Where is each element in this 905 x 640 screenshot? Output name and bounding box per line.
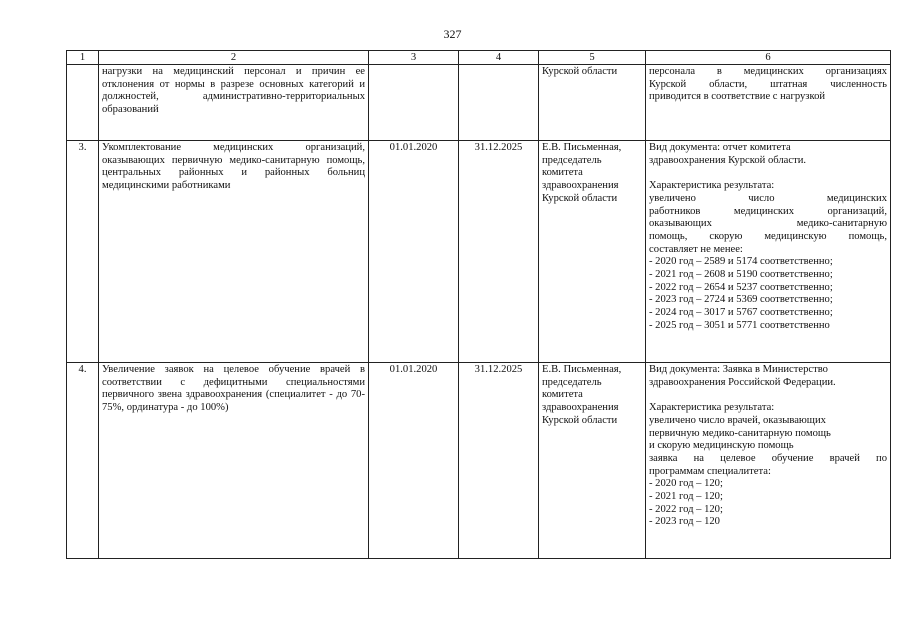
column-header: 6 [646,51,891,65]
result-line: оказывающих медико-санитарную [649,218,887,230]
column-header: 3 [369,51,459,65]
result-line: Вид документа: Заявка в Министерство [649,364,828,375]
result-line: помощь, скорую медицинскую помощь, [649,230,887,242]
end-date [459,65,539,141]
result-line: здравоохранения Российской Федерации. [649,376,836,388]
table-row [67,141,891,363]
responsible-person [539,141,646,363]
end-date: 31.12.2025 [459,141,539,363]
responsible-line: председатель [542,376,602,388]
result-line: - 2020 год – 2589 и 5174 соответственно; [649,256,833,268]
start-date [369,65,459,141]
start-date: 01.01.2020 [369,141,459,363]
start-date: 01.01.2020 [369,363,459,559]
row-number: 4. [67,363,99,559]
responsible-line: Курской области [542,66,618,77]
result-line: - 2024 год – 3017 и 5767 соответственно; [649,307,833,319]
end-date: 31.12.2025 [459,363,539,559]
responsible-line: комитета [542,389,583,401]
result-line: работников медицинских организаций, [649,205,887,217]
result-line: увеличено число врачей, оказывающих [649,414,826,426]
responsible-person [539,363,646,559]
responsible-line: Е.В. Письменная, [542,364,622,375]
result-line: первичную медико-санитарную помощь [649,427,831,439]
column-header: 5 [539,51,646,65]
row-number [67,65,99,141]
responsible-line: комитета [542,167,583,179]
expected-result [646,141,891,363]
column-header: 1 [67,51,99,65]
result-gap [649,167,887,180]
responsible-person [539,65,646,141]
expected-result [646,65,891,141]
table-header-row [67,51,891,65]
column-header: 2 [99,51,369,65]
row-number: 3. [67,141,99,363]
plan-table [66,50,891,559]
result-line: - 2025 год – 3051 и 5771 соответственно [649,319,830,331]
result-line: программам специалитета: [649,465,771,477]
responsible-line: Курской области [542,192,618,204]
responsible-line: здравоохранения [542,402,619,414]
page-number: 327 [443,27,462,41]
result-line: здравоохранения Курской области. [649,154,807,166]
responsible-line: председатель [542,154,602,166]
result-line: - 2020 год – 120; [649,478,723,490]
result-line: - 2022 год – 2654 и 5237 соответственно; [649,281,833,293]
responsible-line: Е.В. Письменная, [542,142,622,153]
result-line: заявка на целевое обучение врачей по [649,452,887,464]
result-gap [649,389,887,402]
result-line: составляет не менее: [649,243,743,255]
expected-result [646,363,891,559]
result-line: Курской области, штатная численность [649,78,887,90]
result-line: и скорую медицинскую помощь [649,440,794,452]
responsible-line: здравоохранения [542,180,619,192]
result-line: - 2023 год – 2724 и 5369 соответственно; [649,294,833,306]
result-line: - 2021 год – 120; [649,491,723,503]
task-description: Укомплектование медицинских организаций, оказывающих первичную медико-санитарную помощь, центральных районных и районных больниц медицинскими работниками [99,141,369,363]
result-line: персонала в медицинских организациях [649,66,887,77]
result-line: приводится в соответствие с нагрузкой [649,91,826,103]
result-line: Характеристика результата: [649,402,775,414]
table-row [67,363,891,559]
result-line: Вид документа: отчет комитета [649,142,791,153]
result-line: - 2023 год – 120 [649,516,720,528]
result-line: - 2021 год – 2608 и 5190 соответственно; [649,269,833,281]
result-line: увеличено число медицинских [649,192,887,204]
column-header: 4 [459,51,539,65]
task-description: нагрузки на медицинский персонал и причин ее отклонения от нормы в разрезе основных категорий и должностей, административно-территориальных образований [99,65,369,141]
result-line: Характеристика результата: [649,180,775,192]
task-description: Увеличение заявок на целевое обучение врачей в соответствии с дефицитными специальностями первичного звена здравоохранения (специалитет - до 70-75%, ординатура - до 100%) [99,363,369,559]
result-line: - 2022 год – 120; [649,503,723,515]
responsible-line: Курской области [542,414,618,426]
table-row [67,65,891,141]
